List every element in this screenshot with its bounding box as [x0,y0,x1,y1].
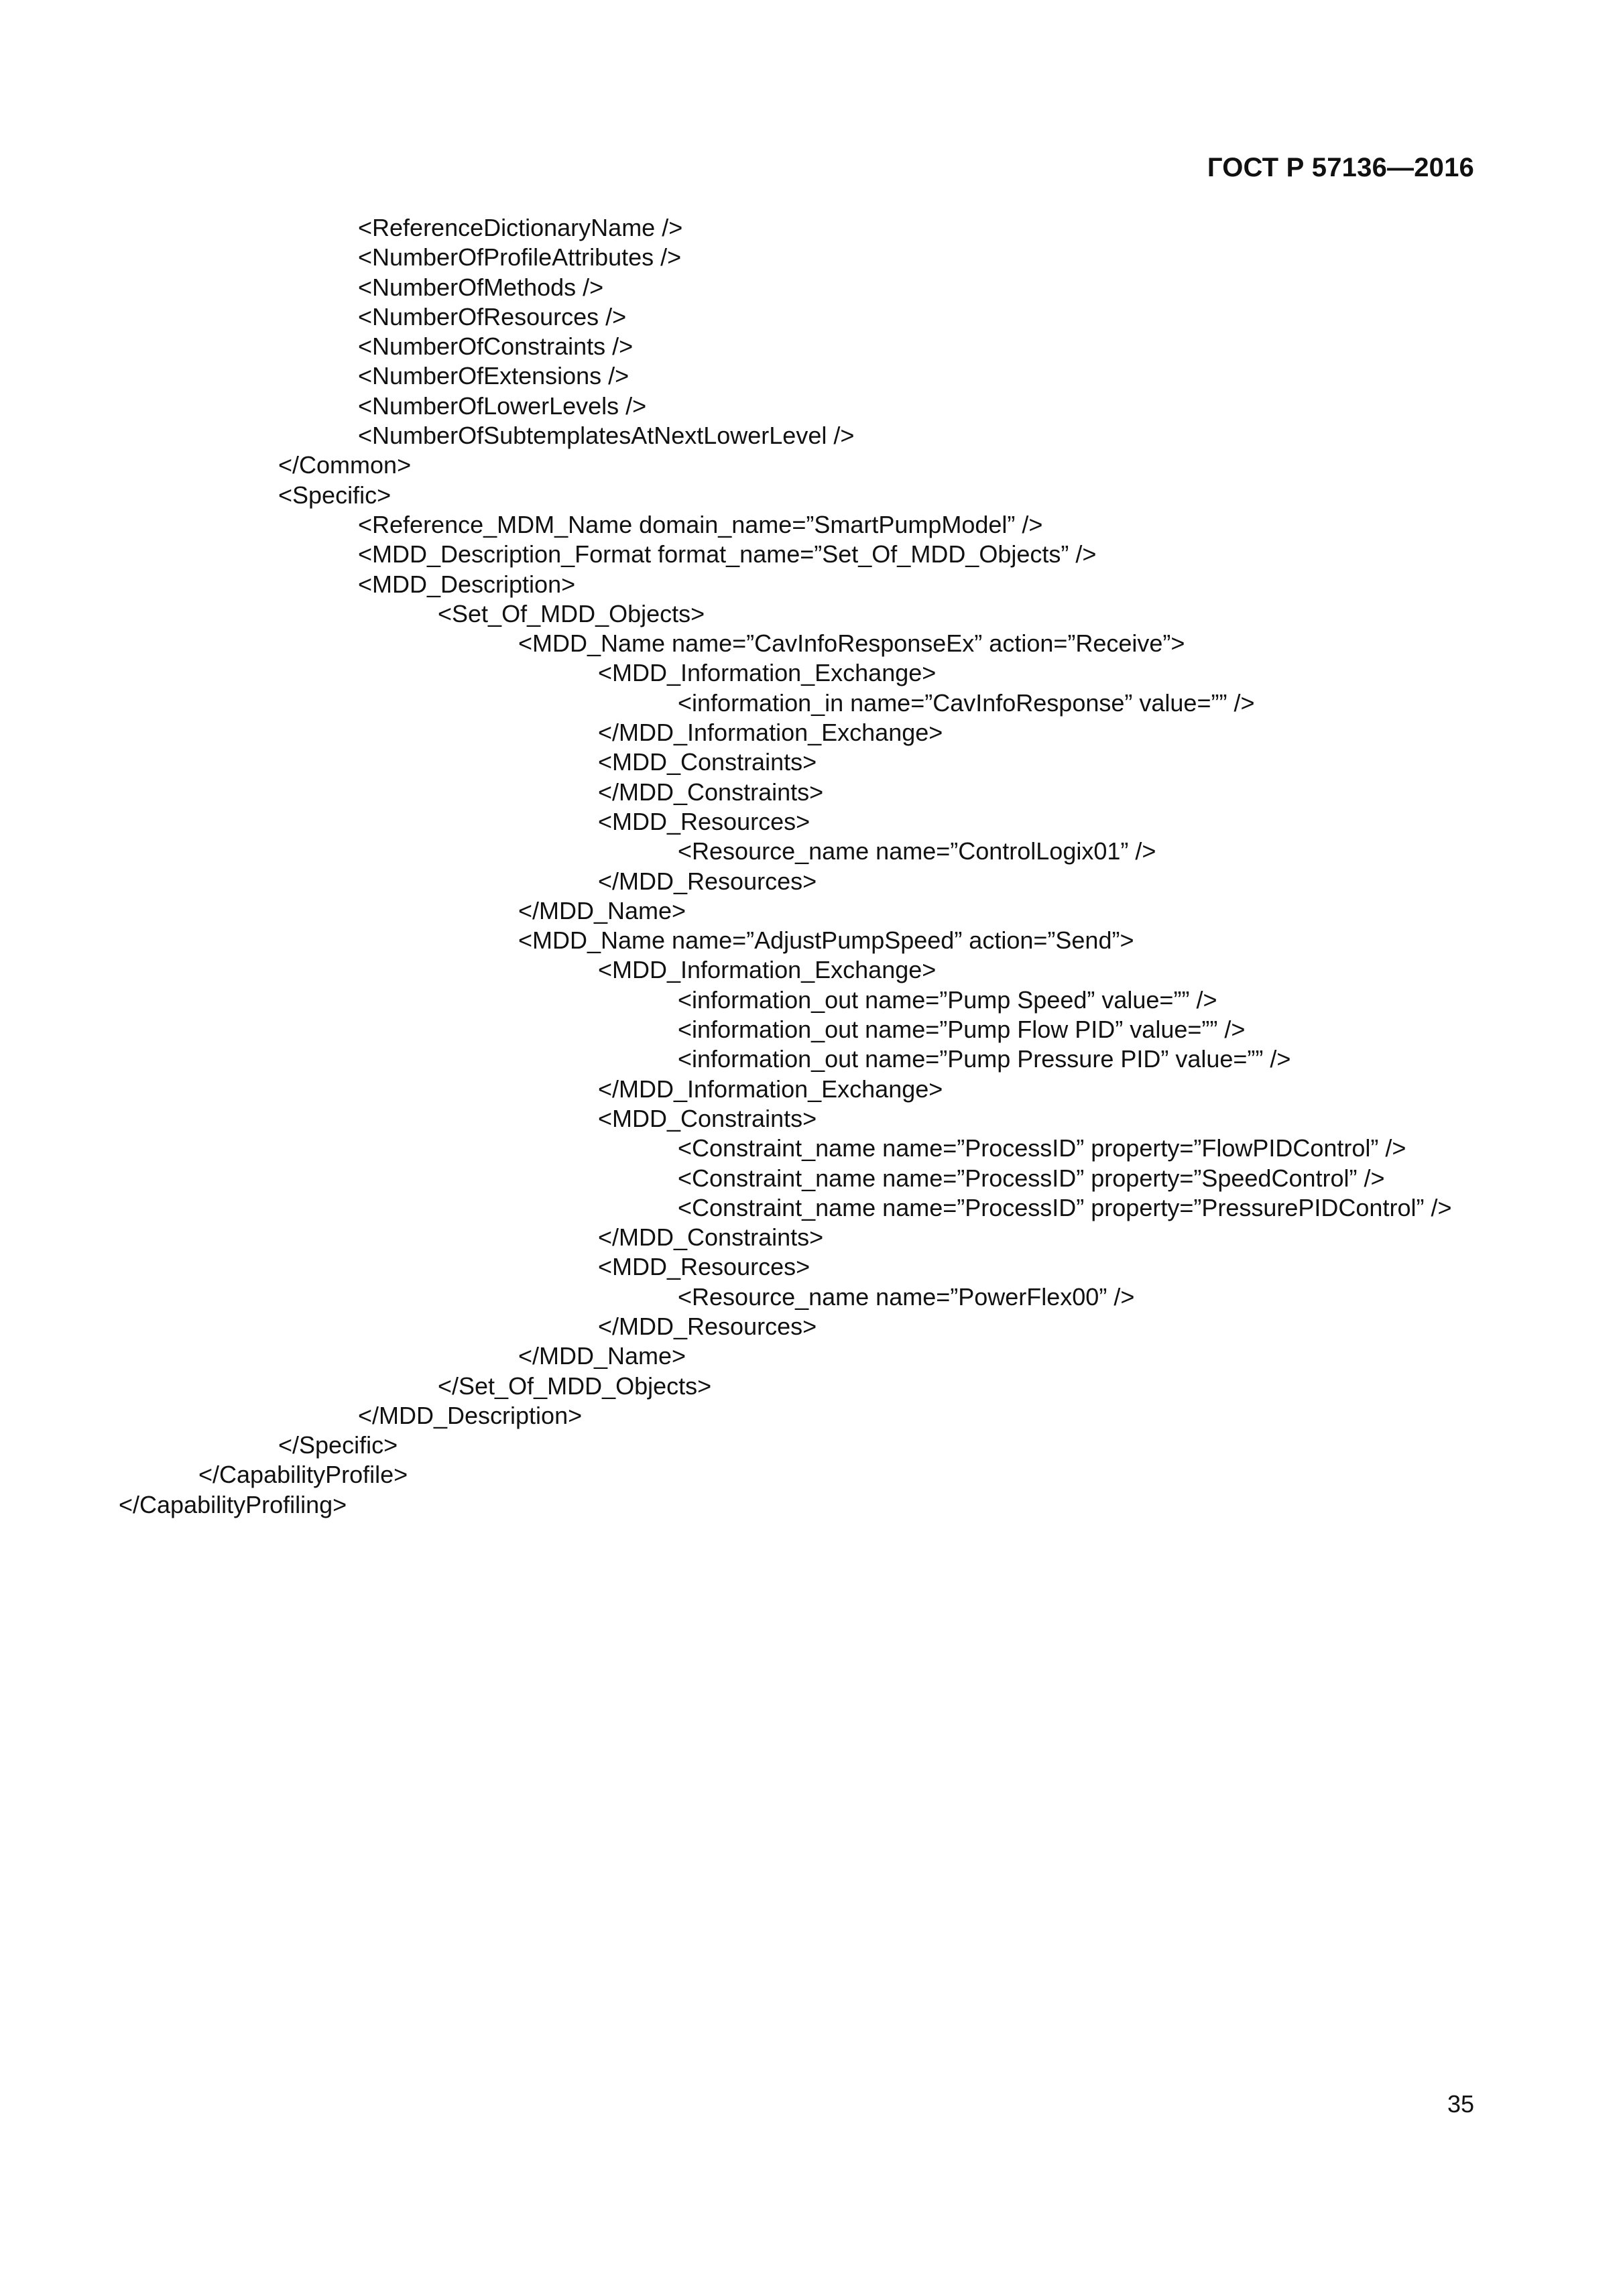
code-line [0,1460,1623,1490]
code-line [0,1431,1623,1460]
code-line-text: <MDD_Resources> [598,1253,810,1281]
code-line-text: </Set_Of_MDD_Objects> [438,1372,712,1400]
code-line-text: <information_in name=”CavInfoResponse” value=”” /> [678,688,1255,717]
code-line [0,955,1623,985]
code-line [0,1015,1623,1044]
code-line [0,1075,1623,1104]
xml-code-listing [0,213,1623,1520]
code-line-text: </Specific> [278,1431,398,1459]
code-line-text: <MDD_Constraints> [598,748,817,776]
code-line [0,540,1623,569]
code-line [0,867,1623,896]
code-line [0,302,1623,332]
code-line [0,896,1623,926]
code-line-text: </MDD_Name> [518,1342,686,1370]
code-line-text: <MDD_Name name=”AdjustPumpSpeed” action=”Send”> [518,926,1134,955]
code-line-text: </CapabilityProfiling> [119,1490,347,1518]
code-line-text: <MDD_Resources> [598,807,810,835]
code-line [0,243,1623,272]
code-line-text: <Constraint_name name=”ProcessID” property=”PressurePIDControl” /> [678,1193,1452,1221]
code-line [0,421,1623,450]
code-line [0,213,1623,243]
code-line-text: <information_out name=”Pump Pressure PID” value=”” /> [678,1045,1291,1073]
code-line-text: <NumberOfExtensions /> [358,362,629,390]
code-line [0,807,1623,837]
code-line-text: <information_out name=”Pump Flow PID” value=”” /> [678,1016,1246,1044]
code-line [0,778,1623,807]
code-line [0,1372,1623,1401]
code-line [0,332,1623,361]
code-line-text: <NumberOfResources /> [358,302,627,330]
code-line [0,1312,1623,1341]
code-line-text: <MDD_Information_Exchange> [598,659,937,687]
code-line-text: </MDD_Constraints> [598,1223,824,1252]
code-line [0,837,1623,866]
code-line [0,926,1623,955]
code-line [0,1104,1623,1134]
code-line-text: <Set_Of_MDD_Objects> [438,599,705,627]
code-line [0,450,1623,480]
code-line-text: <Resource_name name=”ControlLogix01” /> [678,837,1156,865]
code-line-text: <NumberOfSubtemplatesAtNextLowerLevel /> [358,422,855,450]
code-line-text: <MDD_Name name=”CavInfoResponseEx” action=”Receive”> [518,629,1185,658]
code-line-text: <Constraint_name name=”ProcessID” property=”FlowPIDControl” /> [678,1134,1406,1162]
code-line [0,1282,1623,1312]
code-line-text: </MDD_Name> [518,896,686,924]
code-line-text: <NumberOfProfileAttributes /> [358,243,682,271]
code-line [0,361,1623,391]
code-line [0,1401,1623,1431]
code-line [0,985,1623,1015]
code-line-text: <NumberOfConstraints /> [358,333,634,361]
code-line-text: <information_out name=”Pump Speed” value=”” /> [678,985,1217,1014]
code-line [0,1134,1623,1163]
code-line-text: <Resource_name name=”PowerFlex00” /> [678,1282,1135,1311]
code-line [0,658,1623,688]
code-line [0,481,1623,510]
code-line-text: <MDD_Constraints> [598,1104,817,1132]
code-line [0,570,1623,599]
code-line [0,1252,1623,1282]
code-line-text: <NumberOfLowerLevels /> [358,391,647,420]
code-line-text: </MDD_Constraints> [598,778,824,806]
code-line-text: <ReferenceDictionaryName /> [358,214,683,241]
code-line-text: <NumberOfMethods /> [358,273,604,301]
code-line-text: <Specific> [278,481,392,509]
code-line-text: </CapabilityProfile> [198,1461,408,1489]
standard-header: ГОСТ Р 57136—2016 [1207,153,1474,182]
code-line [0,747,1623,777]
code-line-text: </MDD_Information_Exchange> [598,1075,943,1103]
code-line-text: </MDD_Information_Exchange> [598,719,943,747]
code-line [0,629,1623,658]
code-line-text: <MDD_Information_Exchange> [598,956,937,984]
code-line [0,391,1623,421]
code-line-text: </MDD_Description> [358,1401,583,1429]
code-line [0,1223,1623,1252]
code-line [0,599,1623,629]
code-line [0,1341,1623,1371]
code-line [0,718,1623,747]
code-line-text: <MDD_Description_Format format_name=”Set_Of_MDD_Objects” /> [358,540,1097,568]
code-line-text: </MDD_Resources> [598,867,817,895]
code-line [0,1164,1623,1193]
code-line [0,1193,1623,1223]
code-line [0,273,1623,302]
code-line [0,1044,1623,1074]
code-line [0,688,1623,718]
code-line [0,1490,1623,1520]
code-line-text: </Common> [278,451,412,479]
code-line-text: <MDD_Description> [358,570,576,598]
code-line [0,510,1623,540]
code-line-text: </MDD_Resources> [598,1312,817,1340]
page-number: 35 [1447,2090,1474,2118]
code-line-text: <Constraint_name name=”ProcessID” property=”SpeedControl” /> [678,1164,1385,1192]
code-line-text: <Reference_MDM_Name domain_name=”SmartPumpModel” /> [358,510,1043,538]
